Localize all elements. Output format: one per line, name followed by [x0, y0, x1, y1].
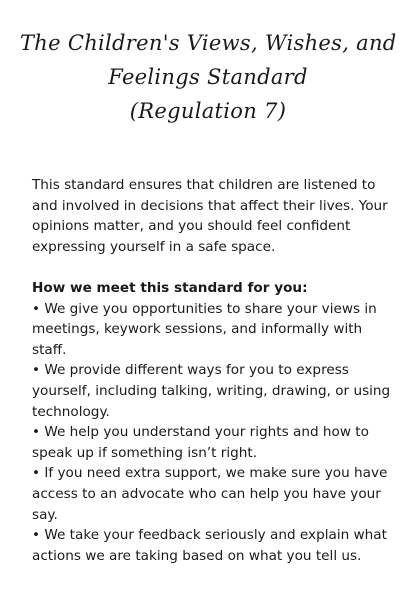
title-line-2: Feelings Standard	[108, 65, 308, 89]
title-line-1: The Children's Views, Wishes, and	[20, 31, 397, 55]
section-heading: How we meet this standard for you:	[32, 279, 308, 296]
bullet-item: • We take your feedback seriously and explain what actions we are taking based on what you tell us.	[32, 527, 387, 564]
title-line-3: (Regulation 7)	[129, 99, 287, 123]
bullet-item: • We provide different ways for you to express yourself, including talking, writing, drawing, or using technology.	[32, 362, 391, 420]
bullet-item: • We help you understand your rights and how to speak up if something isn’t right.	[32, 424, 369, 461]
document-body	[32, 175, 398, 566]
page-title	[20, 26, 396, 128]
bullet-item: • If you need extra support, we make sure you have access to an advocate who can help you have your say.	[32, 465, 388, 523]
intro-paragraph: This standard ensures that children are listened to and involved in decisions that affect their lives. Your opinions matter, and you should feel confident expressing yourself in a safe space.	[32, 177, 388, 255]
paragraph-spacer	[32, 257, 398, 278]
bullet-item: • We give you opportunities to share your views in meetings, keywork sessions, and informally with staff.	[32, 300, 377, 358]
